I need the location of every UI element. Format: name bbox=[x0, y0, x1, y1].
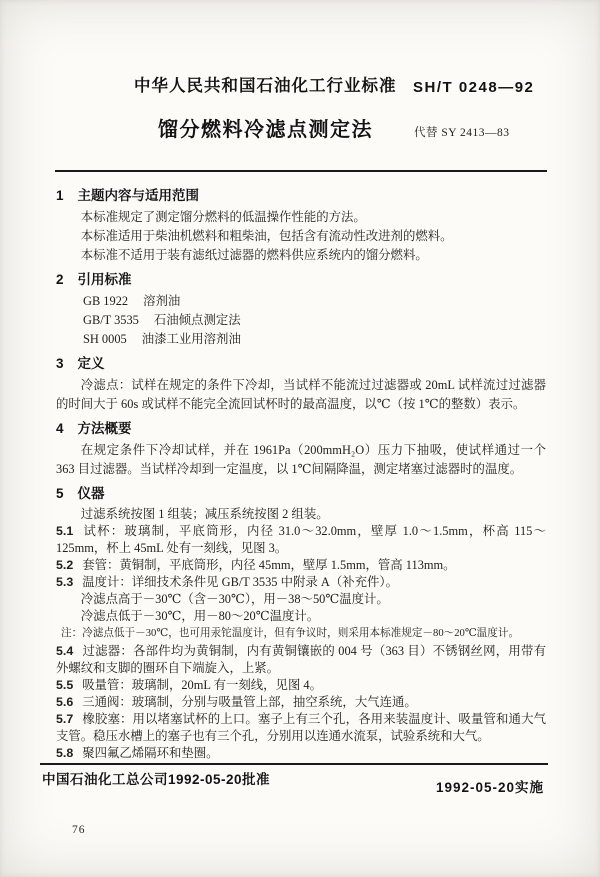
clause-number: 5.5 bbox=[56, 678, 74, 692]
section-1-title: 主题内容与适用范围 bbox=[77, 188, 200, 203]
reference-name: 油漆工业用溶剂油 bbox=[141, 332, 241, 346]
clause-text: 三通阀：玻璃制，分别与吸量管上部，抽空系统，大气连通。 bbox=[82, 695, 417, 709]
clause-5-6 bbox=[56, 694, 546, 711]
reference-name: 石油倾点测定法 bbox=[153, 313, 241, 327]
section-1-number: 1 bbox=[56, 188, 64, 203]
clause-number: 5.7 bbox=[56, 712, 74, 726]
clause-5-3-sub: 冷滤点高于－30℃（含－30℃），用－38～50℃温度计。 bbox=[80, 592, 389, 606]
page-number: 76 bbox=[72, 824, 86, 836]
section-3-heading bbox=[56, 354, 546, 373]
clause-text: 吸量管：玻璃制，20mL 有一刻线，见图 4。 bbox=[82, 678, 323, 692]
header-rule bbox=[55, 170, 547, 172]
clause-5-8 bbox=[56, 745, 546, 762]
paragraph: 过滤系统按图 1 组装；减压系统按图 2 组装。 bbox=[80, 507, 329, 521]
clause-5-2 bbox=[56, 557, 546, 574]
implementation-line: 1992-05-20实施 bbox=[435, 780, 544, 795]
document-body bbox=[56, 181, 546, 762]
clause-5-1 bbox=[56, 523, 546, 557]
reference-item bbox=[56, 311, 546, 330]
clause-text: 试杯：玻璃制，平底筒形，内径 31.0～32.0mm，壁厚 1.0～1.5mm，杯高 115～125mm，杯上 45mL 处有一刻线，见图 3。 bbox=[56, 524, 546, 555]
clause-text: 聚四氟乙烯隔环和垫圈。 bbox=[82, 746, 219, 760]
clause-text: 过滤器：各部件均为黄铜制，内有黄铜镶嵌的 004 号（363 目）不锈钢丝网，用带有外螺纹和支脚的圈环自下端旋入，上紧。 bbox=[56, 644, 546, 675]
section-4-heading bbox=[56, 419, 546, 438]
reference-item bbox=[56, 330, 546, 349]
paragraph: 本标准规定了测定馏分燃料的低温操作性能的方法。 bbox=[80, 210, 366, 224]
replaces-note: 代替 SY 2413—83 bbox=[414, 127, 510, 139]
clause-5-7 bbox=[56, 711, 546, 745]
reference-code: SH 0005 bbox=[83, 332, 127, 346]
clause-text: 温度计：详细技术条件见 GB/T 3535 中附录 A（补充件）。 bbox=[82, 575, 398, 589]
reference-code: GB 1922 bbox=[83, 294, 129, 308]
clause-number: 5.3 bbox=[56, 575, 74, 589]
clause-5-5 bbox=[56, 677, 546, 694]
clause-number: 5.6 bbox=[56, 695, 74, 709]
paragraph: 在规定条件下冷却试样，并在 1961Pa（200mmH₂O）压力下抽吸，使试样通过一个 363 目过滤器。当试样冷却到一定温度，以 1℃间隔降温，测定堵塞过滤器时的温度。 bbox=[56, 443, 546, 476]
section-1-heading bbox=[56, 186, 546, 205]
section-5-number: 5 bbox=[56, 486, 64, 501]
clause-number: 5.8 bbox=[56, 746, 74, 760]
approval-line: 中国石油化工总公司1992-05-20批准 bbox=[42, 772, 271, 787]
clause-text: 套管：黄铜制，平底筒形，内径 45mm，壁厚 1.5mm，管高 113mm。 bbox=[82, 558, 456, 572]
section-5-body bbox=[56, 506, 546, 762]
clause-5-3-note: 注：冷滤点低于－30℃，也可用汞铊温度计，但有争议时，则采用本标准规定－80～20℃温度计。 bbox=[61, 628, 520, 639]
clause-5-3-sub: 冷滤点低于－30℃，用－80～20℃温度计。 bbox=[80, 609, 320, 623]
standard-org-line: 中华人民共和国石油化工行业标准 bbox=[134, 77, 397, 95]
reference-code: GB/T 3535 bbox=[83, 313, 139, 327]
footer-rule bbox=[40, 763, 548, 765]
section-5-title: 仪器 bbox=[77, 486, 105, 501]
section-3-title: 定义 bbox=[77, 356, 105, 371]
clause-number: 5.2 bbox=[56, 558, 74, 572]
section-2-heading bbox=[56, 270, 546, 289]
clause-5-3 bbox=[56, 574, 546, 591]
reference-name: 溶剂油 bbox=[143, 294, 181, 308]
section-5-heading bbox=[56, 484, 546, 503]
section-3-number: 3 bbox=[56, 356, 64, 371]
paragraph: 冷滤点：试样在规定的条件下冷却，当试样不能流过过滤器或 20mL 试样流过过滤器的时间大于 60s 或试样不能完全流回试杯时的最高温度，以℃（按 1℃的整数）表示。 bbox=[56, 378, 546, 411]
paragraph: 本标准不适用于装有滤纸过滤器的燃料供应系统内的馏分燃料。 bbox=[80, 248, 428, 262]
clause-number: 5.1 bbox=[56, 524, 74, 538]
document-title: 馏分燃料冷滤点测定法 bbox=[158, 119, 373, 141]
section-4-title: 方法概要 bbox=[77, 421, 132, 436]
section-2-number: 2 bbox=[56, 272, 64, 287]
paragraph: 本标准适用于柴油机燃料和粗柴油，包括含有流动性改进剂的燃料。 bbox=[80, 229, 453, 243]
section-4-number: 4 bbox=[56, 421, 64, 436]
section-2-title: 引用标准 bbox=[77, 272, 132, 287]
clause-number: 5.4 bbox=[56, 644, 74, 658]
reference-item bbox=[56, 292, 546, 311]
standard-number: SH/T 0248—92 bbox=[413, 79, 535, 96]
clause-5-4 bbox=[56, 643, 546, 677]
clause-text: 橡胶塞：用以堵塞试杯的上口。塞子上有三个孔，各用来装温度计、吸量管和通大气支管。稳压水槽上的塞子也有三个孔，分别用以连通水流泵，试验系统和大气。 bbox=[56, 712, 546, 743]
